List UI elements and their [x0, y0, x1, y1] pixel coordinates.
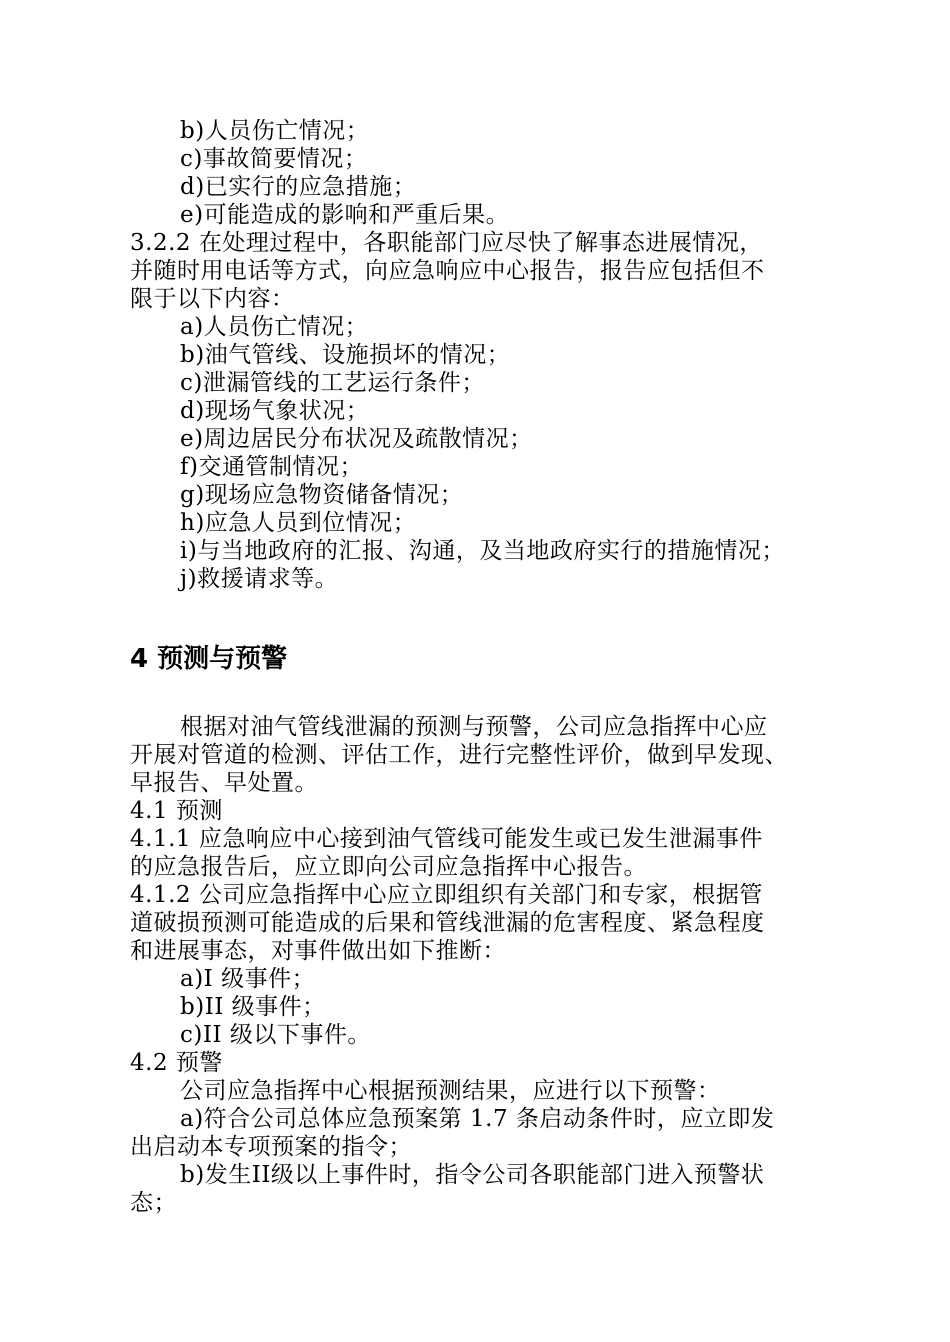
paragraph-line: 根据对油气管线泄漏的预测与预警，公司应急指挥中心应 — [180, 714, 768, 740]
paragraph-line: 的应急报告后，应立即向公司应急指挥中心报告。 — [130, 854, 647, 880]
list-item: a)I 级事件； — [180, 966, 316, 992]
list-item: e)周边居民分布状况及疏散情况； — [180, 426, 533, 452]
paragraph-line: 限于以下内容： — [130, 286, 295, 312]
list-item: d)现场气象状况； — [180, 398, 370, 424]
list-item: b)人员伤亡情况； — [180, 118, 370, 144]
list-item: e)可能造成的影响和严重后果。 — [180, 202, 510, 228]
subsection-title: 4.1 预测 — [130, 798, 223, 824]
paragraph-line: 态； — [130, 1190, 177, 1216]
paragraph-line: 并随时用电话等方式，向应急响应中心报告，报告应包括但不 — [130, 258, 765, 284]
list-item: c)II 级以下事件。 — [180, 1022, 371, 1048]
list-item: g)现场应急物资储备情况； — [180, 482, 464, 508]
paragraph-line: 出启动本专项预案的指令； — [130, 1134, 412, 1160]
list-item: d)已实行的应急措施； — [180, 174, 417, 200]
list-item: h)应急人员到位情况； — [180, 510, 417, 536]
list-item: b)II 级事件； — [180, 994, 326, 1020]
subsection-title: 4.2 预警 — [130, 1050, 223, 1076]
paragraph-line: a)符合公司总体应急预案第 1.7 条启动条件时，应立即发 — [180, 1106, 775, 1132]
paragraph-line: 公司应急指挥中心根据预测结果，应进行以下预警： — [180, 1078, 721, 1104]
section-heading: 4 预测与预警 — [130, 644, 288, 674]
paragraph-line: 4.1.2 公司应急指挥中心应立即组织有关部门和专家，根据管 — [130, 882, 763, 908]
paragraph-line: 和进展事态，对事件做出如下推断： — [130, 938, 506, 964]
list-item: c)事故简要情况； — [180, 146, 368, 172]
list-item: b)油气管线、设施损坏的情况； — [180, 342, 511, 368]
list-item: a)人员伤亡情况； — [180, 314, 369, 340]
list-item: j)救援请求等。 — [180, 566, 339, 592]
paragraph-line: 4.1.1 应急响应中心接到油气管线可能发生或已发生泄漏事件 — [130, 826, 763, 852]
paragraph-line: 早报告、早处置。 — [130, 770, 318, 796]
paragraph-line: 道破损预测可能造成的后果和管线泄漏的危害程度、紧急程度 — [130, 910, 765, 936]
paragraph-line: 3.2.2 在处理过程中，各职能部门应尽快了解事态进展情况， — [130, 230, 763, 256]
list-item: c)泄漏管线的工艺运行条件； — [180, 370, 485, 396]
list-item: i)与当地政府的汇报、沟通，及当地政府实行的措施情况； — [180, 538, 785, 564]
list-item: f)交通管制情况； — [180, 454, 363, 480]
paragraph-line: 开展对管道的检测、评估工作，进行完整性评价，做到早发现、 — [130, 742, 788, 768]
paragraph-line: b)发生II级以上事件时，指令公司各职能部门进入预警状 — [180, 1162, 765, 1188]
